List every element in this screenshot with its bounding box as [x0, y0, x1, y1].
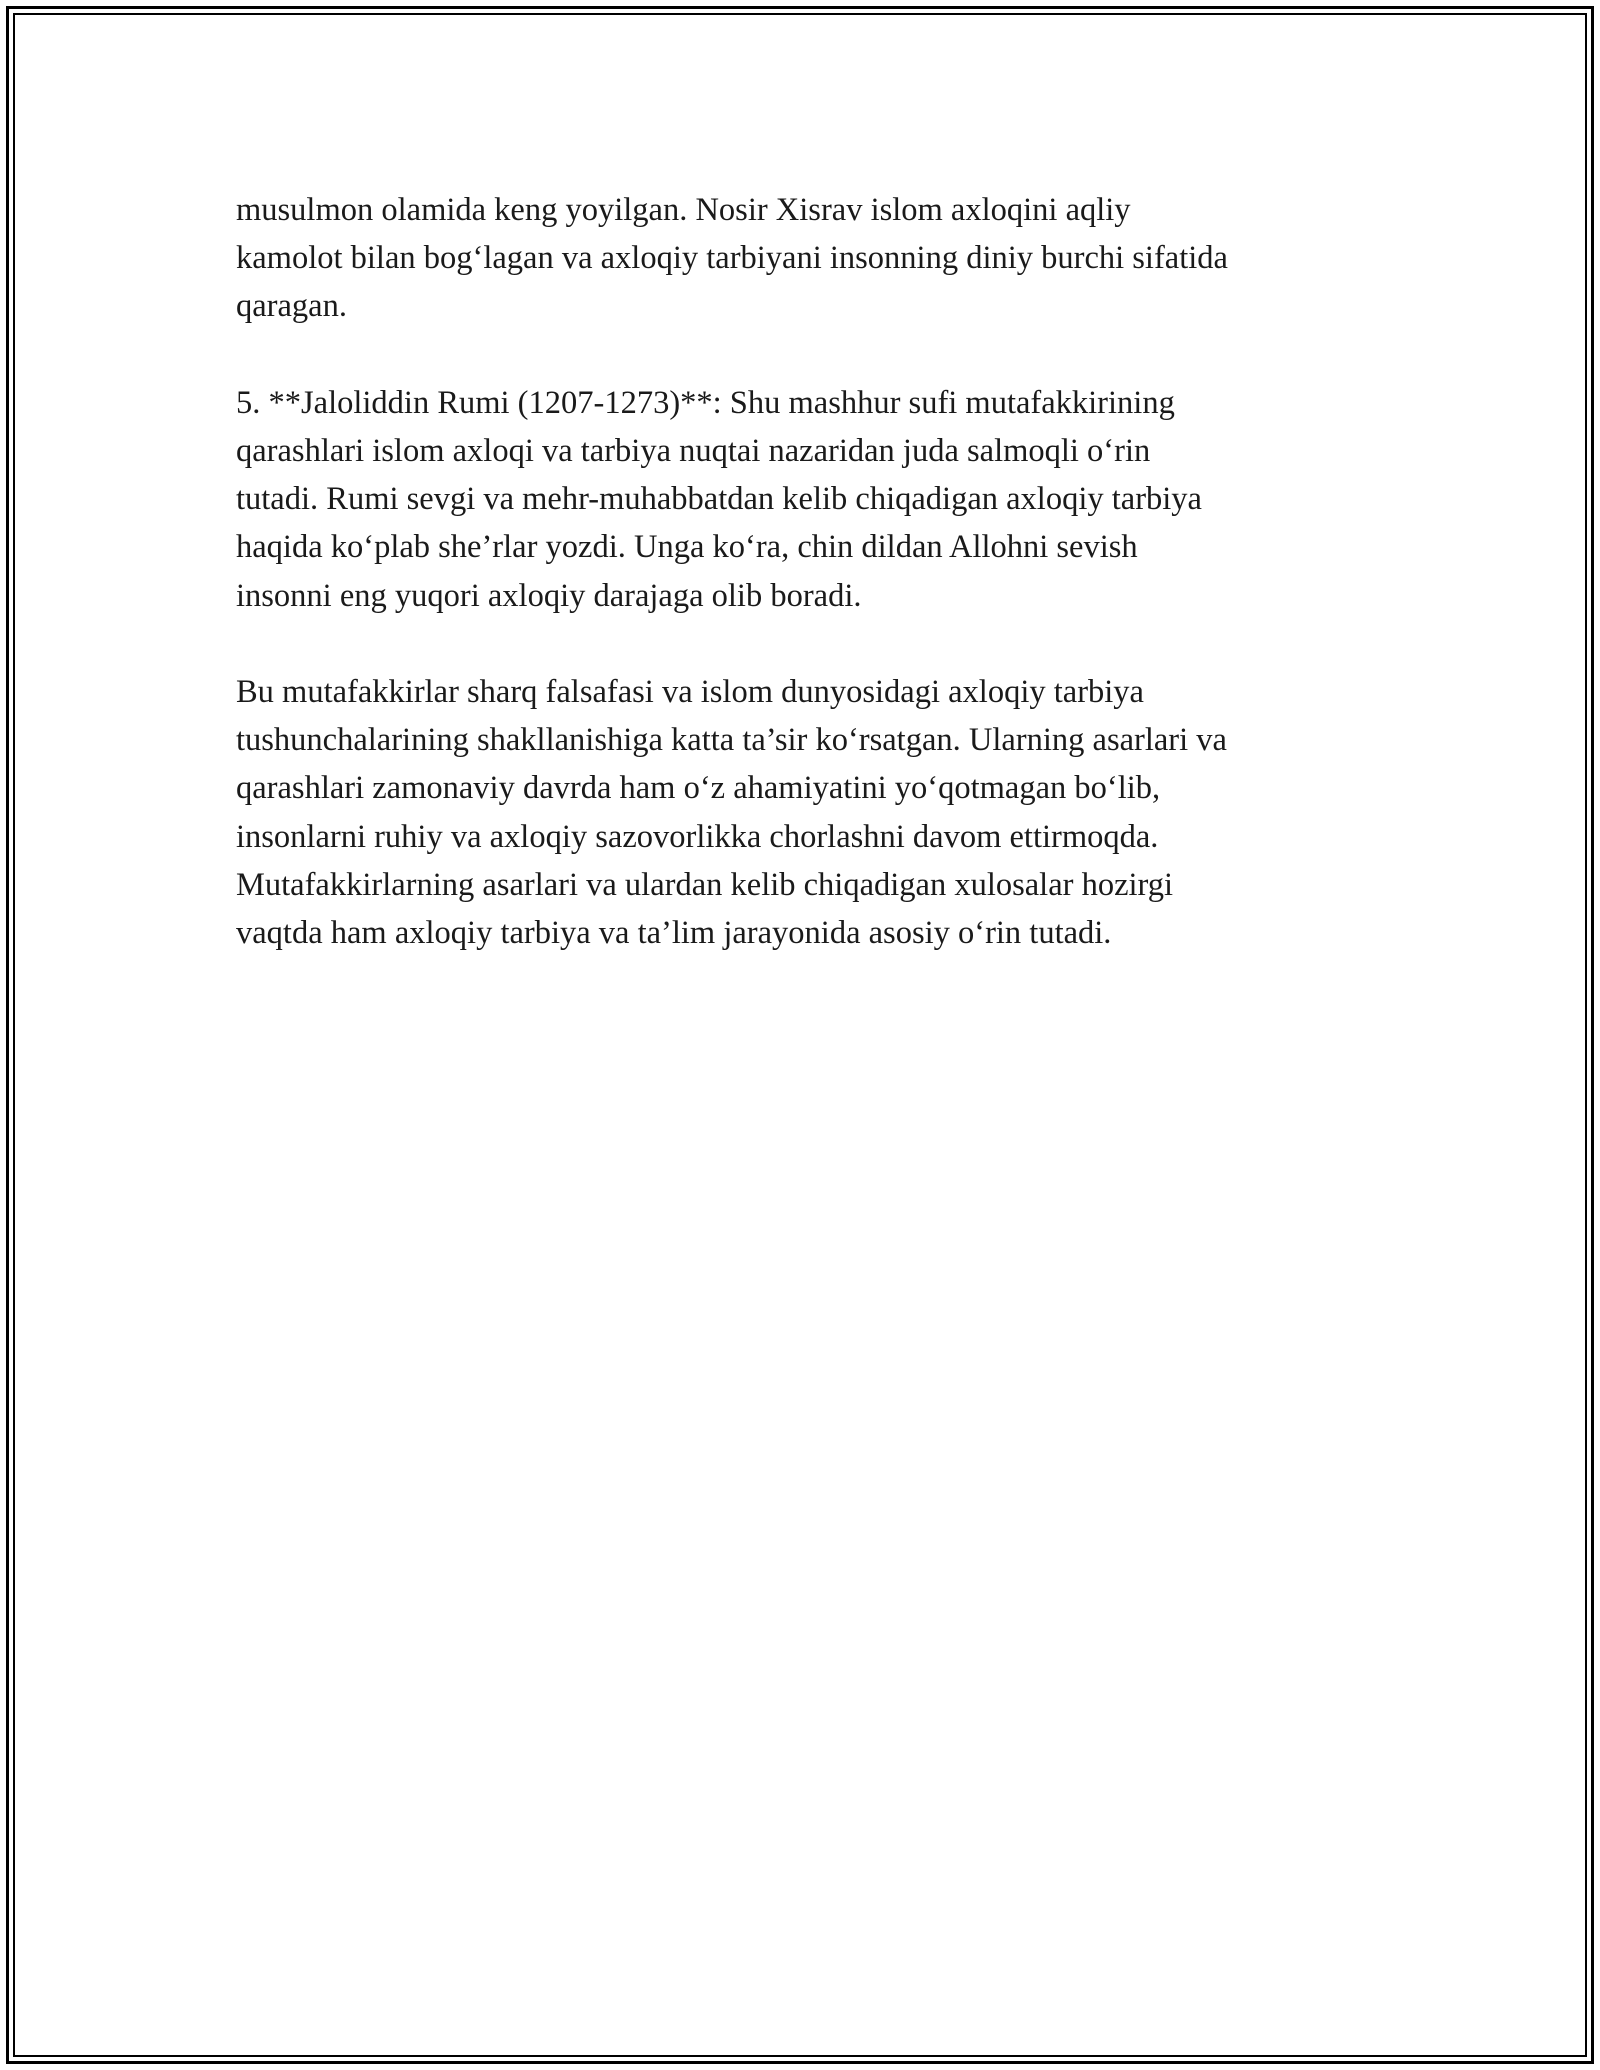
document-body	[236, 186, 1376, 1005]
text-line: musulmon olamida keng yoyilgan. Nosir Xisrav islom axloqini aqliy	[236, 192, 1131, 228]
text-line: kamolot bilan bog‘lagan va axloqiy tarbiyani insonning diniy burchi sifatida	[236, 240, 1228, 277]
text-line: Mutafakkirlarning asarlari va ulardan kelib chiqadigan xulosalar hozirgi	[236, 866, 1174, 903]
text-line: qarashlari islom axloqi va tarbiya nuqtai nazaridan juda salmoqli o‘rin	[236, 433, 1151, 469]
text-line: Bu mutafakkirlar sharq falsafasi va islom dunyosidagi axloqiy tarbiya	[236, 674, 1144, 710]
text-line: tushunchalarining shakllanishiga katta ta’sir ko‘rsatgan. Ularning asarlari va	[236, 722, 1227, 759]
text-line: insonni eng yuqori axloqiy darajaga olib boradi.	[236, 577, 862, 614]
text-line: qaragan.	[236, 288, 347, 325]
text-line: 5. **Jaloliddin Rumi (1207-1273)**: Shu mashhur sufi mutafakkirining	[236, 384, 1175, 421]
paragraph-nosir-xisrav	[236, 186, 1376, 331]
text-line: qarashlari zamonaviy davrda ham o‘z ahamiyatini yo‘qotmagan bo‘lib,	[236, 770, 1161, 807]
paragraph-jaloliddin-rumi	[236, 379, 1376, 620]
paragraph-conclusion	[236, 668, 1376, 957]
text-line: haqida ko‘plab she’rlar yozdi. Unga ko‘ra, chin dildan Allohni sevish	[236, 529, 1138, 566]
text-line: vaqtda ham axloqiy tarbiya va ta’lim jarayonida asosiy o‘rin tutadi.	[236, 915, 1112, 952]
text-line: tutadi. Rumi sevgi va mehr-muhabbatdan kelib chiqadigan axloqiy tarbiya	[236, 481, 1202, 518]
text-line: insonlarni ruhiy va axloqiy sazovorlikka chorlashni davom ettirmoqda.	[236, 818, 1159, 855]
